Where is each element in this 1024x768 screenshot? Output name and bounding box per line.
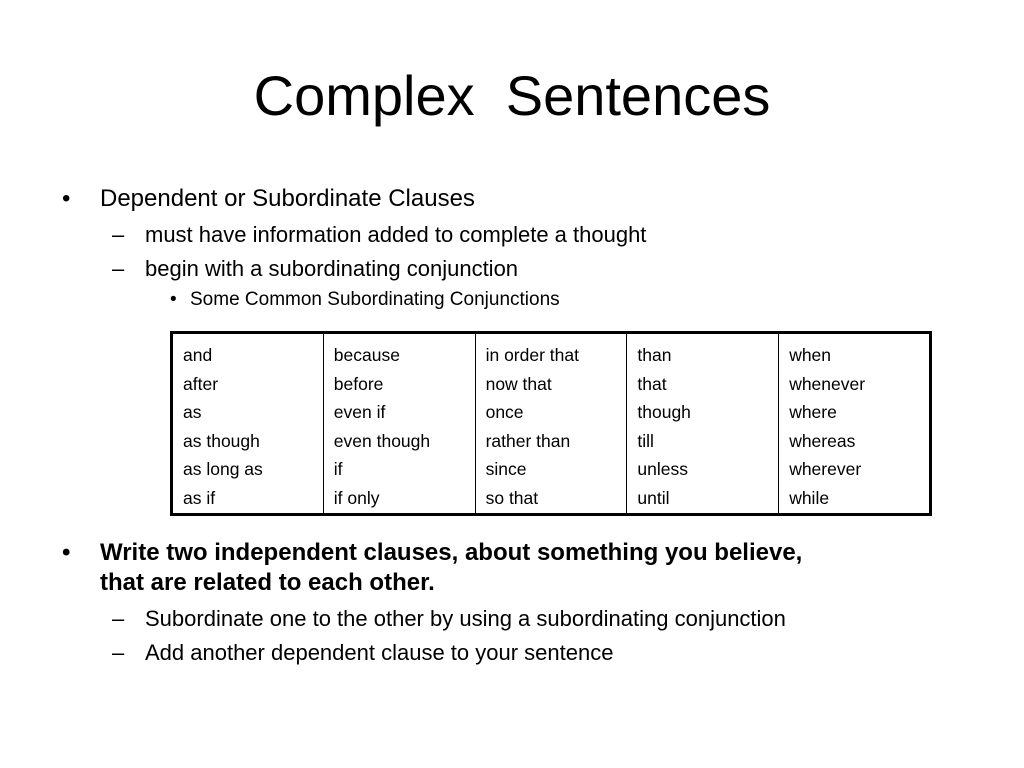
conjunction-word: unless [637,459,688,480]
conjunction-word: though [637,402,691,423]
bullet-write-clauses-line2: that are related to each other. [100,569,435,596]
page-title: Complex Sentences [253,64,771,127]
conjunction-word: and [183,345,213,365]
table-column [627,333,779,515]
conjunction-word: rather than [485,430,571,451]
conjunction-word: since [485,459,527,480]
conjunction-word: if [333,459,343,480]
subbullet-information: must have information added to complete a thought [145,222,647,247]
conjunction-word: before [333,373,384,394]
conjunction-word: till [637,430,654,451]
conjunction-word: after [183,373,219,394]
conjunction-word: as though [183,430,260,451]
table-column [172,333,324,515]
conjunction-word: wherever [789,459,862,480]
conjunction-word: as [183,402,202,423]
conjunction-word: whereas [789,430,856,451]
dash-marker: – [112,606,125,631]
conjunction-word: if only [333,487,380,508]
conjunction-word: while [789,487,830,508]
subbullet-begin-with: begin with a subordinating conjunction [145,256,519,281]
table-column [323,333,475,515]
conjunction-word: because [333,345,400,365]
subbullet-add-clause: Add another dependent clause to your sentence [145,640,614,665]
conjunction-word: even if [333,402,386,423]
conjunction-word: where [789,402,837,423]
bullet-marker-small: • [170,289,177,310]
conjunction-word: once [485,402,524,423]
conjunction-word: as long as [183,459,263,480]
conjunction-word: even though [333,430,431,451]
bullet-marker: • [62,185,71,212]
conjunction-word: so that [485,487,539,508]
conjunction-word: than [637,345,672,365]
bullet-write-clauses-line1: Write two independent clauses, about something you believe, [100,539,803,566]
conjunction-word: as if [183,487,216,508]
table-column [475,333,627,515]
conjunction-word: in order that [485,345,579,365]
conjunction-word: when [789,345,832,365]
conjunction-word: whenever [789,373,866,394]
table-row [172,333,931,515]
conjunction-word: that [637,373,667,394]
dash-marker: – [112,256,125,281]
bullet-dependent-clauses: Dependent or Subordinate Clauses [100,185,475,212]
subsubbullet-common-conjunctions: Some Common Subordinating Conjunctions [190,289,560,310]
dash-marker: – [112,640,125,665]
subbullet-subordinate: Subordinate one to the other by using a subordinating conjunction [145,606,786,631]
table-column [779,333,931,515]
conjunction-word: now that [485,373,552,394]
dash-marker: – [112,222,125,247]
conjunctions-table [170,331,932,516]
bullet-marker: • [62,539,71,566]
conjunction-word: until [637,487,670,508]
